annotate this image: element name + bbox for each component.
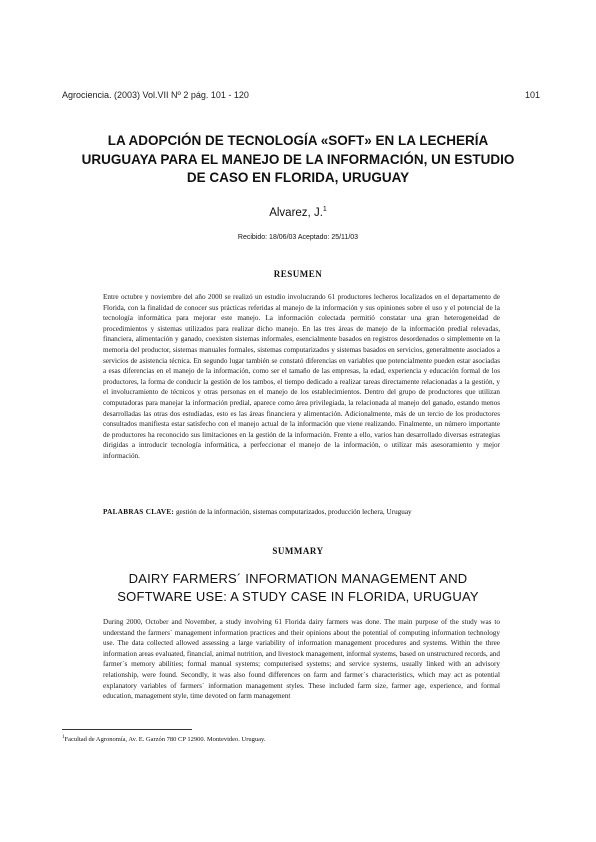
title-line: LA ADOPCIÓN DE TECNOLOGÍA «SOFT» EN LA LECHERÍA bbox=[107, 133, 489, 148]
running-head bbox=[62, 90, 540, 104]
resumen-heading: RESUMEN bbox=[273, 269, 323, 279]
summary-text: During 2000, October and November, a study involving 61 Florida dairy farmers was done. The main purpose of the study was to understand the farmers´ management information practices and their opinions about the potential of computing information technology use. The data collected allowed assessing a large variability of information management procedures and systems. Within the three information areas evaluated, financial, animal nutrition, and livestock management, informal systems, based on unstructured records, and farmer´s memory abilities; formal manual systems; computerised systems; and service systems, usually linked with an advisory relationship, were found. Secondly, it was also found differences on farm and farmer´s characteristics, which may act as potential explanatory variables of farmers´ information management styles. These included farm size, farmer age, experience, and formal education, management style, time devoted on farm management bbox=[103, 618, 500, 701]
page-number: 101 bbox=[524, 90, 540, 100]
english-title bbox=[60, 570, 536, 605]
author-line bbox=[0, 206, 596, 219]
footnote-mark: 1 bbox=[62, 735, 65, 740]
journal-citation: Agrociencia. (2003) Vol.VII Nº 2 pág. 101 - 120 bbox=[62, 90, 249, 100]
footnote bbox=[62, 735, 266, 743]
keywords-label: PALABRAS CLAVE: bbox=[103, 508, 175, 516]
affiliation-mark: 1 bbox=[322, 206, 327, 213]
english-title-line: SOFTWARE USE: A STUDY CASE IN FLORIDA, URUGUAY bbox=[117, 588, 479, 604]
footnote-text: Facultad de Agronomía, Av. E. Garzón 780 CP 12900. Montevideo. Uruguay. bbox=[64, 736, 266, 744]
keywords-text: gestión de la información, sistemas computarizados, producción lechera, Uruguay bbox=[174, 508, 412, 516]
keywords bbox=[103, 507, 500, 517]
article-title bbox=[70, 132, 526, 188]
footnote-divider bbox=[62, 729, 192, 730]
title-line: DE CASO EN FLORIDA, URUGUAY bbox=[186, 170, 410, 185]
author-name: Alvarez, J. bbox=[269, 206, 323, 219]
summary-heading: SUMMARY bbox=[272, 546, 324, 556]
title-line: URUGUAYA PARA EL MANEJO DE LA INFORMACIÓN, UN ESTUDIO bbox=[81, 151, 515, 167]
resumen-text: Entre octubre y noviembre del año 2000 se realizó un estudio involucrando 61 productores lecheros localizados en el departamento de Florida, con la finalidad de conocer sus prácticas referidas al manejo de la información y sus opiniones sobre el uso y el potencial de la tecnología informática para mejorar este manejo. La información colectada permitió constatar una gran heterogeneidad de procedimientos y sistemas utilizados para realizar dicho manejo. En las tres áreas de manejo de la información predial relevadas, financiera, alimentación y ganado, coexisten sistemas informales, esencialmente basados en registros desordenados o simplemente en la memoria del productor, sistemas manuales formales, sistemas computarizados y sistemas basados en servicios, generalmente asociados a servicios de asistencia técnica. En segundo lugar también se constató diferencias en variables que potencialmente pueden estar asociadas a esas diferencias en el manejo de la información, como ser el tamaño de las empresas, la edad, experiencia y educación formal de los productores, la forma de conducir la gestión de los tambos, el tiempo dedicado a realizar tareas directamente relacionadas a la gestión, y el involucramiento de técnicos y otras personas en el manejo de los establecimientos. Dentro del grupo de productores que utilizan computadoras para manejar la información predial, aparece como área privilegiada, la relacionada al manejo del ganado, estando menos desarrolladas las otras dos estudiadas, esto es las áreas financiera y alimentación. Adicionalmente, más de un tercio de los productores consultados manifiesta estar satisfecho con el manejo actual de la información que viene realizando. Finalmente, un número importante de productores ha reconocido sus limitaciones en la gestión de la información. Frente a ello, varios han desarrollado diversas estrategias dirigidas a introducir tecnología informática, a perfeccionar el manejo de la información, o utilizar más asesoramiento y mejor información. bbox=[103, 293, 500, 460]
received-accepted-dates: Recibido: 18/06/03 Aceptado: 25/11/03 bbox=[237, 234, 359, 241]
english-title-line: DAIRY FARMERS´ INFORMATION MANAGEMENT AND bbox=[128, 571, 468, 586]
